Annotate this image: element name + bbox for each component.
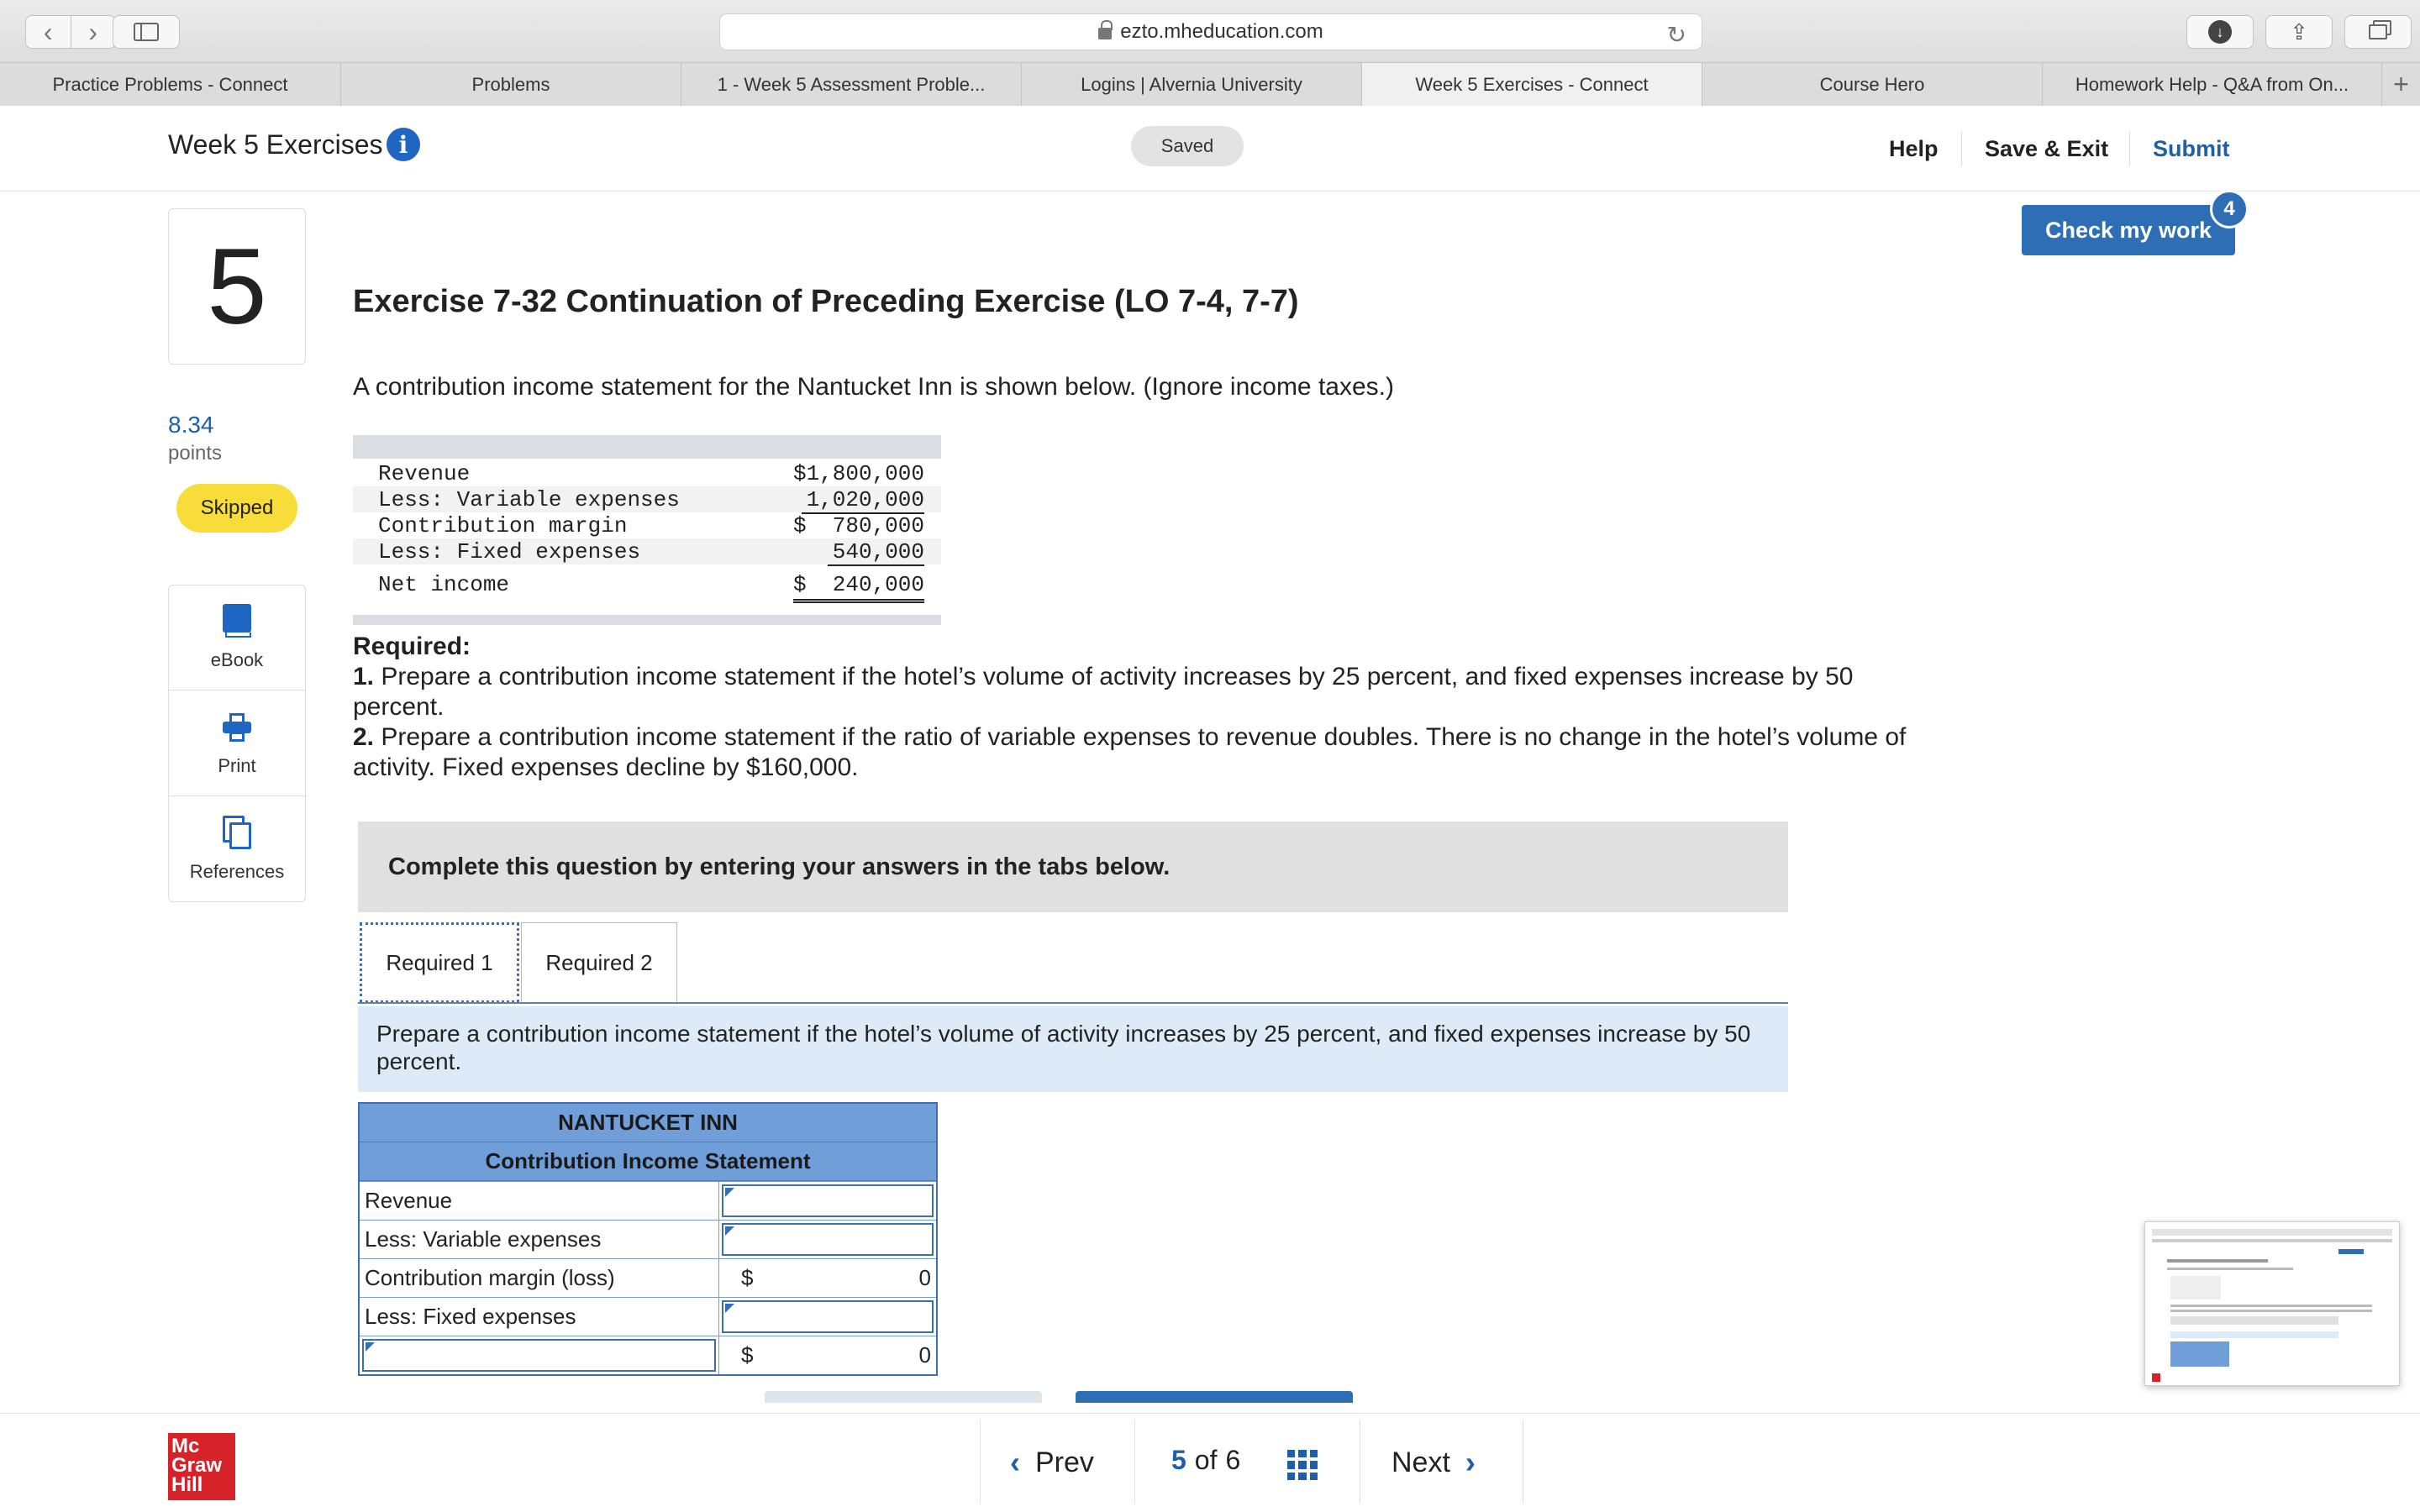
- revenue-cell: [719, 1182, 936, 1220]
- required-item-1: [353, 662, 1949, 722]
- browser-tab-active[interactable]: [1362, 63, 1702, 107]
- exercise-title: Exercise 7-32 Continuation of Preceding Exercise (LO 7-4, 7-7): [353, 284, 1299, 319]
- browser-tab-label: Logins | Alvernia University: [1081, 74, 1302, 95]
- status-badge: Skipped: [176, 484, 297, 533]
- page-total: 6: [1225, 1445, 1241, 1475]
- table-row: [360, 1258, 936, 1297]
- fixed-expenses-cell: [719, 1298, 936, 1336]
- next-button[interactable]: [1392, 1445, 1476, 1480]
- statement-label: Contribution margin: [378, 513, 628, 538]
- complete-banner: Complete this question by entering your answers in the tabs below.: [358, 822, 1788, 912]
- given-income-statement: [353, 435, 941, 625]
- divider: [980, 1420, 981, 1504]
- chevron-right-icon: ›: [1465, 1445, 1476, 1479]
- help-link[interactable]: Help: [1889, 136, 1939, 161]
- new-tab-button[interactable]: +: [2393, 69, 2409, 99]
- contribution-margin-cell: [719, 1259, 936, 1297]
- required-item-number: 1.: [353, 663, 375, 690]
- required-instructions: [353, 632, 1949, 783]
- page-thumbnail[interactable]: [2144, 1221, 2400, 1386]
- question-number: 5: [168, 208, 306, 365]
- exercise-intro: A contribution income statement for the Nantucket Inn is shown below. (Ignore income taxes.): [353, 373, 1394, 401]
- tab-overview-icon[interactable]: [2344, 15, 2412, 49]
- currency-symbol: $: [741, 1265, 754, 1290]
- statement-value: $ 240,000: [793, 572, 924, 603]
- references-button[interactable]: [168, 796, 306, 902]
- next-label: Next: [1392, 1446, 1450, 1478]
- statement-row: [353, 486, 941, 512]
- answer-table: [358, 1102, 938, 1376]
- url-text: ezto.mheducation.com: [1120, 20, 1323, 43]
- sidebar-toggle-icon[interactable]: [113, 15, 180, 49]
- browser-tab-label: Course Hero: [1819, 74, 1925, 95]
- net-income-label-input[interactable]: [362, 1339, 716, 1372]
- forward-icon[interactable]: ›: [71, 16, 116, 48]
- browser-tab-label: 1 - Week 5 Assessment Proble...: [717, 74, 986, 95]
- browser-chrome: [0, 0, 2420, 106]
- logo-text: Graw: [171, 1454, 223, 1477]
- downloads-icon[interactable]: ↓: [2186, 15, 2254, 49]
- table-row: [360, 1220, 936, 1258]
- mcgraw-hill-logo: [168, 1433, 235, 1500]
- net-income-value: 0: [918, 1342, 931, 1368]
- share-icon[interactable]: ⇪: [2265, 15, 2333, 49]
- net-income-cell: [719, 1336, 936, 1374]
- browser-tab-label: Homework Help - Q&A from On...: [2075, 74, 2349, 95]
- browser-tab-strip: [0, 62, 2420, 106]
- references-icon: [223, 816, 251, 849]
- divider: [2129, 131, 2130, 166]
- print-label: Print: [218, 755, 256, 776]
- statement-value: 540,000: [828, 539, 924, 566]
- chevron-left-icon: ‹: [1010, 1445, 1020, 1479]
- table-row: [360, 1336, 936, 1374]
- row-label: Contribution margin (loss): [360, 1259, 719, 1297]
- statement-label: Net income: [378, 572, 510, 597]
- table-border: [353, 435, 941, 459]
- statement-row: [353, 460, 941, 486]
- tab-instruction: Prepare a contribution income statement if the hotel’s volume of activity increases by 25 percent, and fixed expenses increase by 50 percent.: [358, 1006, 1788, 1092]
- check-work-count-badge: 4: [2210, 190, 2249, 228]
- row-label: Revenue: [360, 1182, 719, 1220]
- assignment-header: [0, 106, 2420, 192]
- print-button[interactable]: [168, 690, 306, 796]
- required-item-number: 2.: [353, 723, 375, 751]
- browser-tab-label: Problems: [471, 74, 550, 95]
- browser-tab[interactable]: [341, 63, 681, 107]
- prev-button[interactable]: [1010, 1445, 1094, 1480]
- fixed-expenses-input[interactable]: [722, 1300, 934, 1333]
- browser-tab[interactable]: [2043, 63, 2382, 107]
- statement-label: Revenue: [378, 461, 471, 486]
- info-icon[interactable]: i: [387, 128, 420, 161]
- tab-required-2[interactable]: Required 2: [521, 922, 677, 1003]
- tab-required-1[interactable]: Required 1: [360, 922, 519, 1003]
- browser-tab[interactable]: [1702, 63, 2043, 107]
- divider: [1134, 1420, 1135, 1504]
- save-exit-link[interactable]: Save & Exit: [1985, 136, 2109, 161]
- table-border: [353, 615, 941, 625]
- references-label: References: [189, 861, 285, 882]
- answer-table-title: NANTUCKET INN: [360, 1104, 936, 1142]
- required-item-text: Prepare a contribution income statement if the ratio of variable expenses to revenue doubles. There is no change in the hotel’s volume of activity. Fixed expenses decline by $160,000.: [353, 723, 1907, 781]
- browser-tab[interactable]: [1022, 63, 1362, 107]
- required-item-text: Prepare a contribution income statement if the hotel’s volume of activity increases by 25 percent, and fixed expenses increase by 50 percent.: [353, 663, 1854, 721]
- ebook-button[interactable]: [168, 585, 306, 690]
- variable-expenses-input[interactable]: [722, 1223, 934, 1256]
- required-item-2: [353, 722, 1949, 783]
- final-label-cell: [360, 1336, 719, 1374]
- nav-buttons: [25, 15, 116, 49]
- statement-row: [353, 512, 941, 538]
- check-my-work-button[interactable]: Check my work: [2022, 205, 2235, 255]
- page-indicator[interactable]: [1171, 1445, 1240, 1476]
- answer-table-subtitle: Contribution Income Statement: [360, 1142, 936, 1181]
- statement-value: 1,020,000: [802, 487, 924, 514]
- next-tab-button[interactable]: [1076, 1391, 1353, 1403]
- assignment-title: Week 5 Exercises: [168, 129, 383, 160]
- revenue-input[interactable]: [722, 1184, 934, 1217]
- browser-tab-label: Practice Problems - Connect: [52, 74, 288, 95]
- tab-divider: [358, 1002, 1788, 1004]
- statement-label: Less: Fixed expenses: [378, 539, 641, 564]
- statement-row: [353, 538, 941, 564]
- table-row: [360, 1181, 936, 1220]
- page-current: 5: [1171, 1445, 1186, 1475]
- book-icon: [223, 604, 251, 638]
- submit-link[interactable]: Submit: [2153, 136, 2230, 161]
- back-icon[interactable]: ‹: [43, 16, 53, 47]
- variable-expenses-cell: [719, 1221, 936, 1258]
- contribution-margin-value: 0: [918, 1265, 931, 1290]
- question-grid-icon[interactable]: [1287, 1450, 1318, 1480]
- address-bar[interactable]: [719, 13, 1702, 50]
- row-label: Less: Variable expenses: [360, 1221, 719, 1258]
- statement-value: $1,800,000: [792, 461, 924, 486]
- ebook-label: eBook: [210, 649, 264, 670]
- browser-toolbar: [0, 0, 2420, 62]
- prev-tab-button[interactable]: [765, 1391, 1042, 1403]
- page-of: of: [1194, 1445, 1218, 1475]
- currency-symbol: $: [741, 1342, 754, 1368]
- prev-label: Prev: [1035, 1446, 1094, 1478]
- printer-icon: [223, 710, 251, 743]
- browser-tab[interactable]: [681, 63, 1022, 107]
- statement-row: [353, 571, 941, 597]
- points-value: 8.34: [168, 412, 214, 438]
- statement-value: $ 780,000: [792, 513, 924, 538]
- reload-icon[interactable]: ↻: [1666, 22, 1686, 48]
- browser-tab[interactable]: [0, 63, 341, 107]
- browser-tab-label: Week 5 Exercises - Connect: [1415, 74, 1649, 95]
- statement-label: Less: Variable expenses: [378, 487, 680, 512]
- points-label: points: [168, 442, 223, 465]
- logo-text: Mc: [171, 1435, 200, 1457]
- saved-status: Saved: [1131, 126, 1244, 166]
- logo-text: Hill: [171, 1473, 203, 1496]
- table-row: [360, 1297, 936, 1336]
- lock-icon: [1098, 28, 1112, 39]
- row-label: Less: Fixed expenses: [360, 1298, 719, 1336]
- required-heading: Required:: [353, 633, 471, 660]
- divider: [1961, 131, 1962, 166]
